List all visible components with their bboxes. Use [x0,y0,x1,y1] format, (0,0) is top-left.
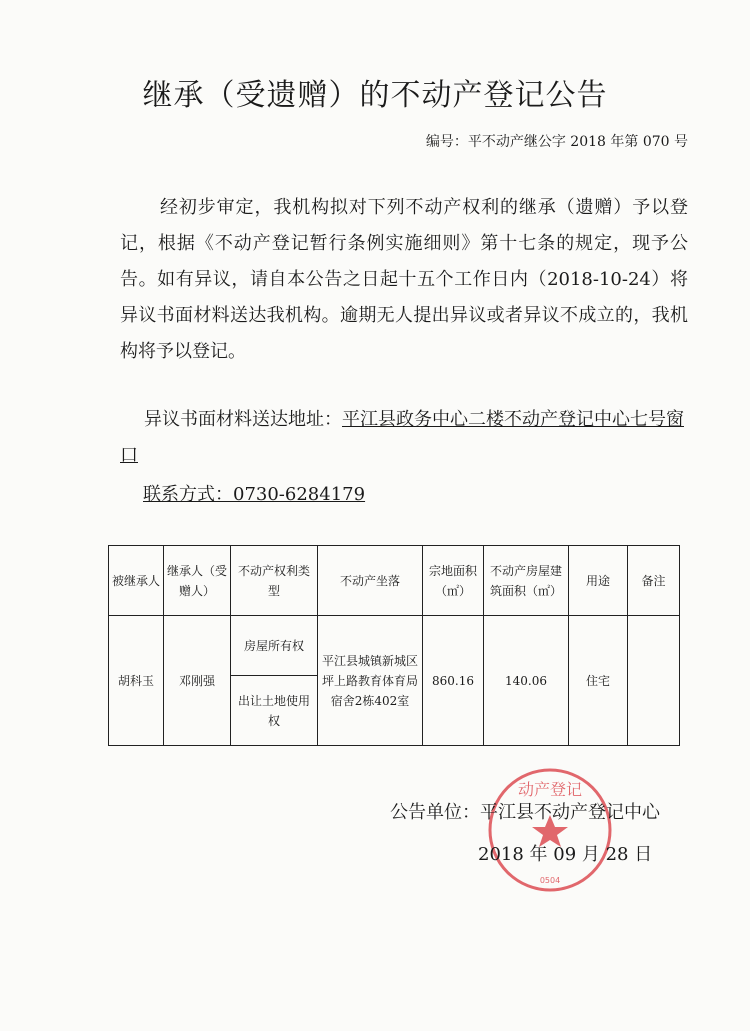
svg-text:0504: 0504 [539,876,561,885]
header-right-type: 不动产权利类 型 [231,546,318,616]
header-building-area: 不动产房屋建筑面积（㎡） [484,546,569,616]
cell-right-type-1: 房屋所有权 [231,616,318,676]
table-row [109,616,680,676]
issue-date: 2018 年 09 月 28 日 [478,844,653,865]
header-heir: 继承人（受赠人） [164,546,231,616]
address-label: 异议书面材料送达地址： [144,409,342,430]
cell-location: 平江县城镇新城区坪上路教育体育局宿舍2栋402室 [318,616,423,746]
document-number: 编号：平不动产继公字 2018 年第 070 号 [425,134,688,150]
cell-usage: 住宅 [569,616,628,746]
svg-text:动产登记: 动产登记 [517,780,583,799]
official-seal-icon [485,765,615,895]
issuing-unit: 公告单位：平江县不动产登记中心 [390,802,660,823]
header-land-area: 宗地面积（㎡） [423,546,484,616]
cell-right-type-2: 出让土地使用权 [231,676,318,746]
cell-building-area: 140.06 [484,616,569,746]
cell-heir: 邓刚强 [164,616,231,746]
cell-decedent: 胡科玉 [109,616,164,746]
address-value: 平江县政务中心二楼不动产登记中心七号窗口 [120,409,684,466]
table-header-row [109,546,680,616]
objection-address [120,402,688,474]
header-location: 不动产坐落 [318,546,423,616]
cell-remark [628,616,680,746]
header-usage: 用途 [569,546,628,616]
cell-land-area: 860.16 [423,616,484,746]
header-remark: 备注 [628,546,680,616]
contact-info: 联系方式：0730-6284179 [143,484,366,505]
body-paragraph: 经初步审定，我机构拟对下列不动产权利的继承（遗赠）予以登记，根据《不动产登记暂行条例实施细则》第十七条的规定，现予公告。如有异议，请自本公告之日起十五个工作日内（2018-10-24）将异议书面材料送达我机构。逾期无人提出异议或者异议不成立的，我机构将予以登记。 [120,197,688,362]
notice-title: 继承（受遗赠）的不动产登记公告 [142,78,608,113]
property-table [108,545,680,746]
header-decedent: 被继承人 [109,546,164,616]
